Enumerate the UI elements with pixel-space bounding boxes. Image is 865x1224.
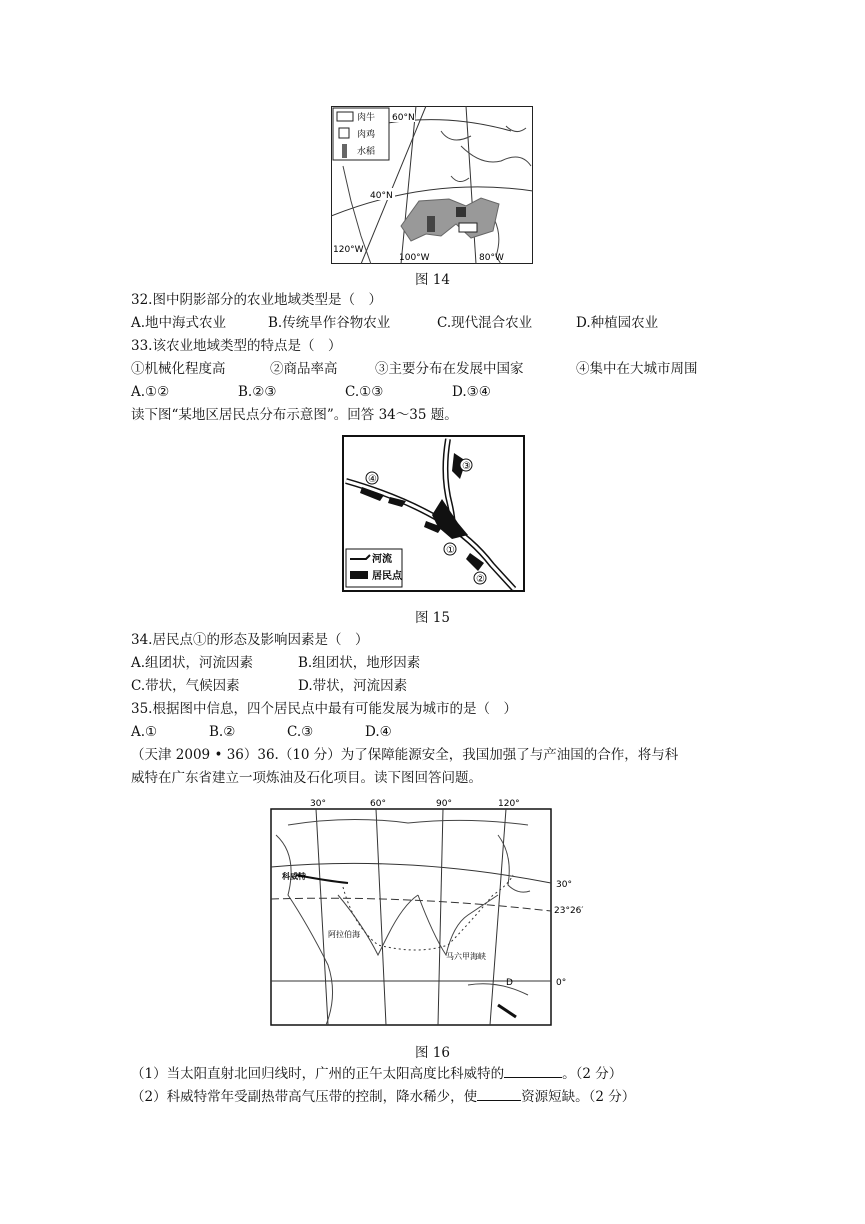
q34-option-b: B.组团状，地形因素 bbox=[298, 655, 421, 671]
subquestion-2-score: 资源短缺。（2 分） bbox=[521, 1089, 636, 1105]
answer-blank-1[interactable] bbox=[504, 1063, 562, 1078]
label-d: D bbox=[506, 978, 513, 988]
question-36-line-2: 威特在广东省建立一项炼油及石化项目。读下图回答问题。 bbox=[131, 770, 482, 786]
q33-option-c: C.①③ bbox=[345, 384, 384, 400]
label-40n: 40°N bbox=[370, 191, 393, 201]
q34-option-a: A.组团状，河流因素 bbox=[131, 655, 254, 671]
legend-chicken: 肉鸡 bbox=[357, 130, 376, 140]
label-30n: 30° bbox=[556, 880, 572, 890]
subquestion-2-text: （2）科威特常年受副热带高气压带的控制，降水稀少，使 bbox=[131, 1089, 478, 1105]
figure-16-map bbox=[268, 795, 596, 1028]
q33-feature-4: ④集中在大城市周围 bbox=[576, 361, 698, 377]
figure-15-diagram bbox=[342, 435, 525, 592]
q33-option-a: A.①② bbox=[131, 384, 170, 400]
subquestion-1 bbox=[131, 1063, 622, 1084]
label-120e: 120° bbox=[498, 799, 520, 809]
subquestion-1-text: （1）当太阳直射北回归线时，广州的正午太阳高度比科威特的 bbox=[131, 1066, 505, 1082]
label-tropic: 23°26′ bbox=[554, 906, 584, 916]
legend-settlement: 居民点 bbox=[372, 571, 402, 582]
marker-4: ④ bbox=[368, 474, 377, 485]
figure-16-caption: 图 16 bbox=[415, 1045, 450, 1061]
label-arabian-sea: 阿拉伯海 bbox=[328, 930, 360, 939]
label-80w: 80°W bbox=[479, 253, 504, 263]
legend-river: 河流 bbox=[372, 554, 392, 565]
marker-1: ① bbox=[446, 545, 455, 556]
label-30e: 30° bbox=[310, 799, 326, 809]
subquestion-1-score: 。（2 分） bbox=[562, 1066, 623, 1082]
figure-14-map bbox=[331, 106, 533, 264]
marker-3: ③ bbox=[462, 461, 471, 472]
q33-option-b: B.②③ bbox=[238, 384, 277, 400]
legend-beef: 肉牛 bbox=[357, 113, 376, 123]
question-36-line-1: （天津 2009 • 36）36.（10 分）为了保障能源安全，我国加强了与产油国的合作，将与科 bbox=[131, 747, 679, 763]
q32-option-a: A.地中海式农业 bbox=[131, 315, 227, 331]
question-34-stem: 34.居民点①的形态及影响因素是（ ） bbox=[131, 632, 369, 648]
q33-option-d: D.③④ bbox=[452, 384, 491, 400]
q34-option-d: D.带状，河流因素 bbox=[298, 678, 408, 694]
label-equator: 0° bbox=[556, 978, 567, 988]
q32-option-d: D.种植园农业 bbox=[576, 315, 659, 331]
question-32-stem: 32.图中阴影部分的农业地域类型是（ ） bbox=[131, 292, 382, 308]
question-33-stem: 33.该农业地域类型的特点是（ ） bbox=[131, 338, 342, 354]
q33-feature-1: ①机械化程度高 bbox=[131, 361, 226, 377]
legend-rice: 水稻 bbox=[357, 147, 376, 157]
answer-blank-2[interactable] bbox=[477, 1086, 521, 1101]
label-90e: 90° bbox=[436, 799, 452, 809]
label-kuwait: 科威特 bbox=[282, 872, 306, 881]
label-120w: 120°W bbox=[333, 245, 364, 255]
q32-option-c: C.现代混合农业 bbox=[437, 315, 533, 331]
label-malacca: 马六甲海峡 bbox=[446, 952, 486, 961]
label-60n: 60°N bbox=[392, 113, 415, 123]
figure-15-caption: 图 15 bbox=[415, 610, 450, 626]
subquestion-2 bbox=[131, 1086, 635, 1107]
q33-feature-3: ③主要分布在发展中国家 bbox=[375, 361, 524, 377]
q35-option-b: B.② bbox=[209, 724, 236, 740]
q34-option-c: C.带状，气候因素 bbox=[131, 678, 240, 694]
q35-option-a: A.① bbox=[131, 724, 158, 740]
marker-2: ② bbox=[476, 574, 485, 585]
q32-option-b: B.传统旱作谷物农业 bbox=[268, 315, 391, 331]
q35-option-d: D.④ bbox=[365, 724, 392, 740]
intro-34-35: 读下图“某地区居民点分布示意图”。回答 34～35 题。 bbox=[131, 407, 458, 423]
q33-feature-2: ②商品率高 bbox=[270, 361, 338, 377]
label-60e: 60° bbox=[370, 799, 386, 809]
question-35-stem: 35.根据图中信息，四个居民点中最有可能发展为城市的是（ ） bbox=[131, 701, 517, 717]
label-100w: 100°W bbox=[399, 253, 430, 263]
figure-14-caption: 图 14 bbox=[415, 272, 450, 288]
q35-option-c: C.③ bbox=[287, 724, 314, 740]
